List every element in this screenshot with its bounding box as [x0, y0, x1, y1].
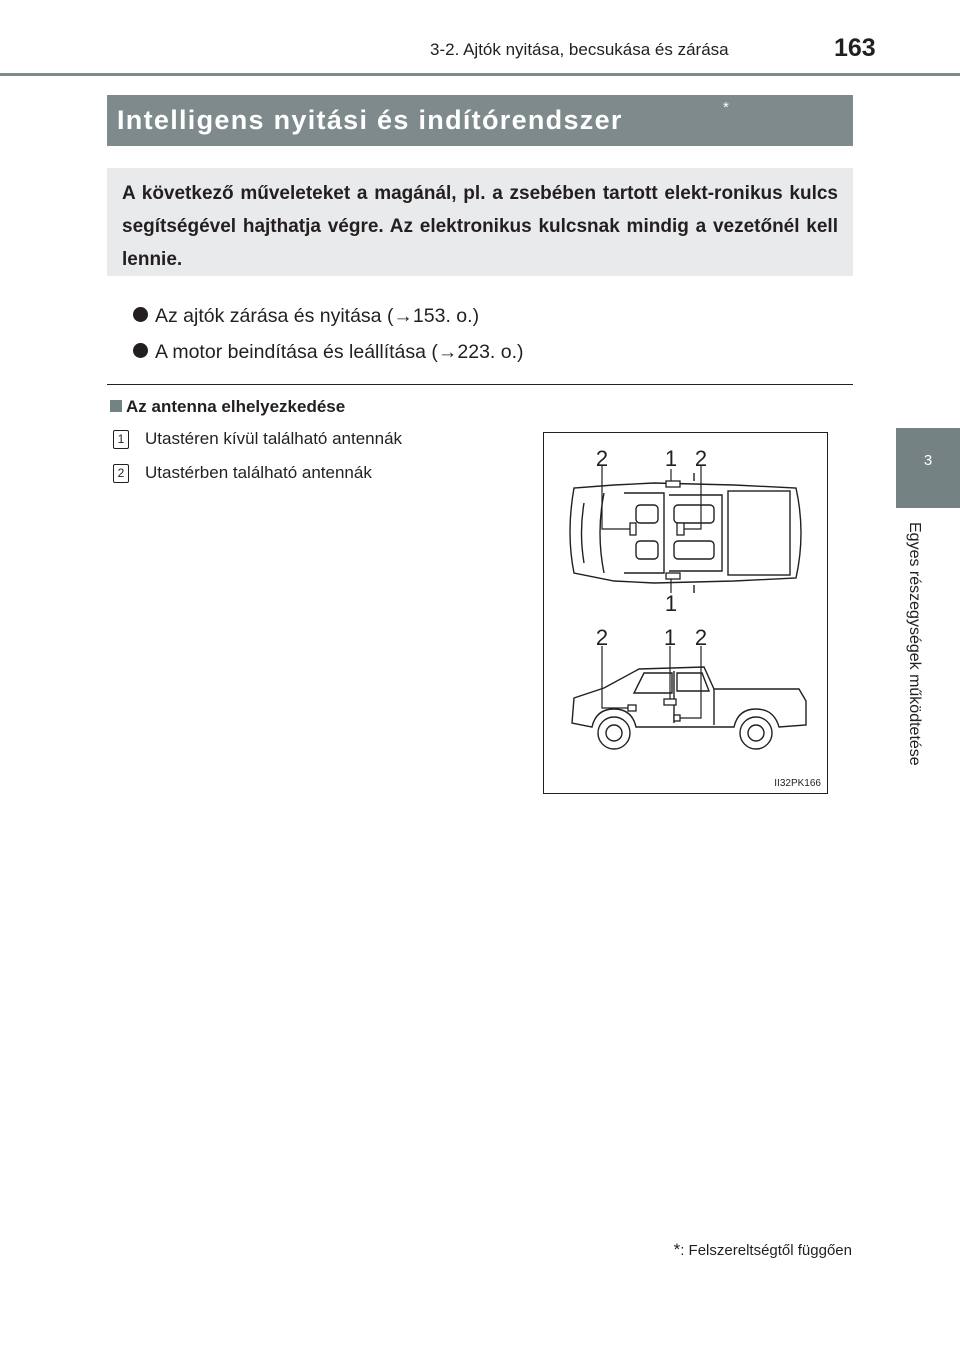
intro-text: A következő műveleteket a magánál, pl. a zsebében tartott elekt-ronikus kulcs segítségével hajthatja végre. Az elektronikus kulcsnak mindig a vezetőnél kell lennie. [122, 183, 838, 270]
running-header: 3-2. Ajtók nyitása, becsukása és zárása [430, 40, 729, 59]
vehicle-diagram [544, 433, 827, 793]
section-heading-text: Az antenna elhelyezkedése [126, 397, 346, 416]
legend-number-badge: 1 [113, 430, 129, 449]
legend-item [113, 429, 402, 449]
title-asterisk-mark: * [723, 99, 729, 116]
figure-callout-number: 1 [664, 591, 678, 616]
legend-item [113, 463, 372, 483]
top-view-vehicle [570, 473, 801, 593]
bullet-dot-icon [133, 307, 148, 322]
chapter-label: Egyes részegységek működtetése [906, 522, 923, 766]
antenna-location-figure [543, 432, 828, 794]
legend-text: Utastéren kívül található antennák [145, 429, 403, 448]
bullet-dot-icon [133, 343, 148, 358]
intro-box [107, 168, 853, 276]
figure-code: II32PK166 [774, 778, 821, 789]
legend-text: Utastérben található antennák [145, 463, 372, 482]
asterisk-icon: * [673, 1240, 681, 1259]
figure-callout-number: 1 [664, 446, 678, 471]
page-number: 163 [834, 34, 876, 62]
chapter-tab [896, 428, 960, 508]
page-title: Intelligens nyitási és indítórendszer [117, 105, 623, 135]
bullet-item [133, 341, 524, 364]
title-bar [107, 95, 853, 146]
figure-callout-number: 2 [595, 446, 609, 471]
figure-callout-number: 1 [663, 625, 677, 650]
bullet-text: A motor beindítása és leállítása (→223. o.) [155, 341, 524, 363]
footnote-text: : Felszereltségtől függően [680, 1242, 852, 1259]
header-rule [0, 73, 960, 76]
legend-number-badge: 2 [113, 464, 129, 483]
bullet-item [133, 305, 479, 328]
square-bullet-icon [110, 400, 122, 412]
section-heading [110, 397, 345, 417]
figure-callout-number: 2 [595, 625, 609, 650]
footnote [674, 1240, 852, 1260]
bullet-text: Az ajtók zárása és nyitása (→153. o.) [155, 305, 480, 327]
section-divider [107, 384, 853, 385]
figure-callout-number: 2 [694, 625, 708, 650]
figure-callout-number: 2 [694, 446, 708, 471]
chapter-tab-number: 3 [923, 452, 933, 469]
